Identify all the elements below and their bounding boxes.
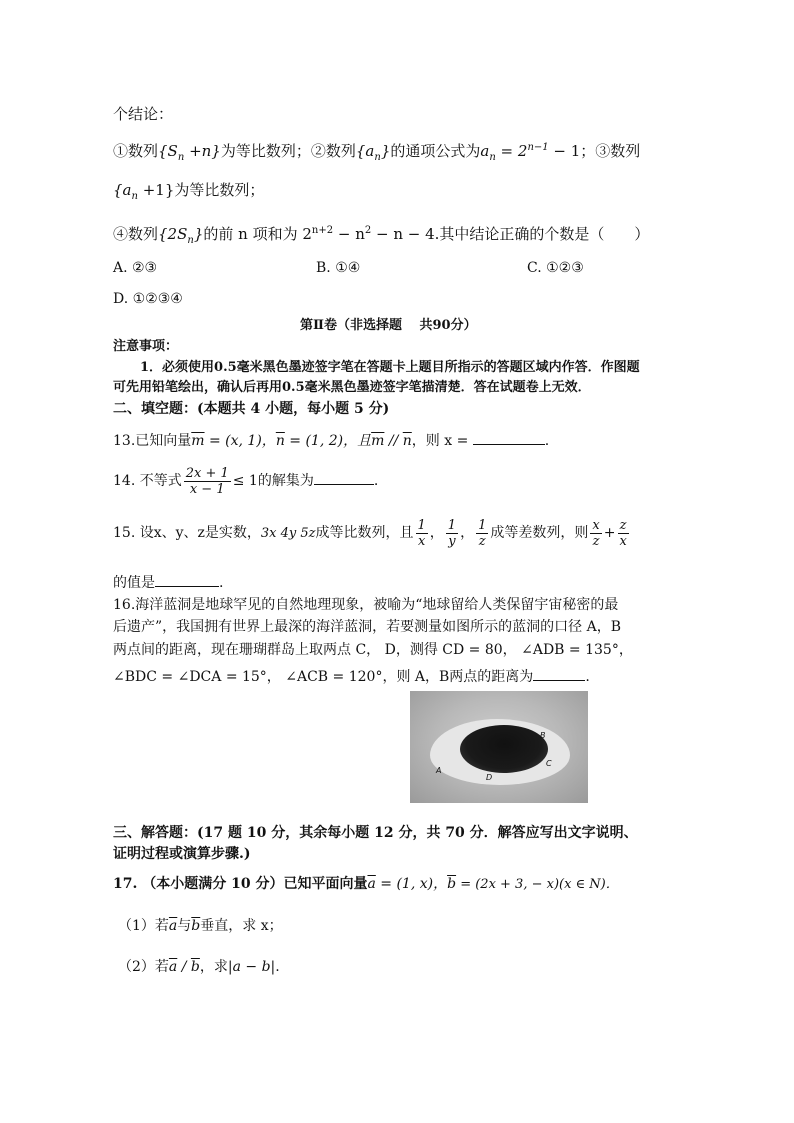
notice-title: 注意事项： — [113, 339, 179, 354]
q13-answer-blank[interactable] — [473, 428, 545, 445]
point-b-label: B — [540, 731, 546, 740]
q17-part-1-vec-a: $\overline{a}$ — [168, 918, 178, 934]
question-15-cont — [113, 570, 223, 593]
point-d-label: D — [486, 773, 493, 782]
q17-part-2-magnitude: |a − b| — [227, 959, 276, 975]
vector-a: $\overline{a}$ — [367, 876, 376, 892]
q14-fraction: $\frac{2x + 1}{x - 1}$ — [185, 465, 229, 497]
q17-part-1-label: （1）若 — [118, 918, 169, 934]
q15-frac-1y: $\frac{1}{y}$ — [447, 517, 457, 549]
conclusion-4-label: ④数列 — [113, 225, 159, 243]
q17-part-1-ask: 垂直，求 x； — [200, 918, 283, 934]
conclusion-1-mid: 为等比数列；②数列 — [220, 142, 356, 160]
set-an: $\{a_n\}$ — [355, 142, 391, 163]
question-14 — [113, 462, 378, 500]
q16-line-4-text: ∠BDC = ∠DCA = 15°， ∠ACB = 120°，则 A，B两点的距离为 — [113, 669, 534, 685]
q14-end: . — [373, 473, 379, 489]
conclusion-line-3 — [113, 221, 649, 251]
q15-frac-1z: $\frac{1}{z}$ — [478, 517, 487, 549]
q16-line-2: 后遗产”，我国拥有世界上最深的海洋蓝洞，若要测量如图所示的蓝洞的口径 A，B — [113, 619, 622, 635]
conclusion-4-mid: 的前 n 项和为 2 — [203, 225, 312, 243]
q13-end: . — [544, 433, 550, 449]
q16-answer-blank[interactable] — [533, 664, 585, 681]
q17-part-2-vec-a: $\overline{a}$ — [168, 959, 178, 975]
option-b[interactable]: B. ①④ — [316, 260, 361, 276]
q17-part-2-label: （2）若 — [118, 959, 169, 975]
q15-ask: 成等差数列，则 — [490, 525, 589, 541]
solve-section-title-1: 三、解答题：(17 题 10 分，其余每小题 12 分，共 70 分．解答应写出文字说明、 — [113, 825, 638, 841]
q17-part-2-end: . — [275, 959, 280, 975]
conclusion-3-tail: +1}为等比数列； — [137, 181, 265, 199]
set-an-plus-1: {$a_n$ — [113, 181, 138, 202]
question-17 — [113, 874, 619, 895]
formula-an: $a_n = 2^{n-1}$ — [480, 142, 549, 163]
conclusion-line-1 — [113, 138, 640, 168]
section-2-title: 第Ⅱ卷（非选择题 共90分） — [300, 318, 477, 333]
q17-a-value: = (1, x)， — [375, 876, 448, 892]
intro-text: 个结论： — [113, 105, 174, 123]
q17-part-1-vec-b: $\overline{b}$ — [191, 918, 201, 934]
q13-ask: ，则 x = — [411, 433, 473, 449]
q15-end: . — [219, 575, 224, 591]
q13-text: 13.已知向量 — [113, 433, 192, 449]
set-2sn: $\{2S_n\}$ — [158, 225, 204, 246]
parallel-condition: $\overline{m} // \overline{n}$ — [371, 433, 412, 449]
exp-2: 2 — [364, 225, 372, 236]
conclusion-3-head: − 1；③数列 — [548, 142, 641, 160]
q15-value-text: 的值是 — [113, 575, 155, 591]
q13-n-value: = (1, 2)，且 — [284, 433, 372, 449]
conclusion-4-tail: − n — [333, 225, 365, 243]
q17-part-2-ask: ，求 — [199, 959, 228, 975]
fill-section-title: 二、填空题：(本题共 4 小题，每小题 5 分) — [113, 401, 390, 417]
conclusion-2-mid: 的通项公式为 — [390, 142, 481, 160]
blue-hole — [460, 725, 548, 773]
point-c-label: C — [546, 759, 552, 768]
q15-plus: + — [603, 525, 616, 541]
q14-text: 14. 不等式 — [113, 473, 182, 489]
q17-part-2 — [118, 957, 280, 977]
q14-condition: ≤ 1的解集为 — [232, 473, 314, 489]
set-sn-n: $\{S_n +n\}$ — [158, 142, 221, 163]
conclusion-4-question: − n − 4.其中结论正确的个数是（ ） — [371, 225, 650, 243]
q15-frac-1x: $\frac{1}{x}$ — [417, 517, 426, 549]
q16-line-3: 两点间的距离，现在珊瑚群岛上取两点 C， D，测得 CD = 80， ∠ADB = 135°， — [113, 642, 633, 658]
conclusion-line-2 — [113, 180, 264, 207]
blue-hole-photo — [410, 691, 588, 803]
q14-answer-blank[interactable] — [314, 468, 374, 485]
option-a[interactable]: A. ②③ — [113, 260, 158, 276]
conclusion-1-label: ①数列 — [113, 142, 159, 160]
solve-section-title-2: 证明过程或演算步骤.) — [113, 846, 251, 862]
q16-line-4 — [113, 664, 590, 687]
q17-part-1-and: 与 — [177, 918, 192, 934]
q17-part-2-parallel: / — [177, 959, 191, 975]
question-13 — [113, 428, 549, 451]
q17-part-2-vec-b: $\overline{b}$ — [190, 959, 200, 975]
notice-line-2: 可先用铅笔绘出，确认后再用0.5毫米黑色墨迹签字笔描清楚．答在试题卷上无效． — [113, 380, 591, 395]
vector-b: $\overline{b}$ — [447, 876, 457, 892]
intro-line — [113, 104, 173, 124]
vector-n: $\overline{n}$ — [275, 433, 285, 449]
q17-part-1 — [118, 916, 283, 936]
q13-m-value: = (x, 1)， — [204, 433, 276, 449]
q15-frac-zx: $\frac{z}{x}$ — [619, 517, 627, 549]
exp-n-plus-2: n+2 — [311, 225, 334, 236]
point-a-label: A — [436, 766, 442, 775]
notice-line-1: 1．必须使用0.5毫米黑色墨迹签字笔在答题卡上题目所指示的答题区域内作答．作图题 — [140, 360, 640, 375]
option-d[interactable]: D. ①②③④ — [113, 291, 183, 307]
question-15: 15. 设x、y、z是实数，3x 4y 5z成等比数列，且 $\frac{1}{x}$ ， $\frac{1}{y}$ ， $\frac{1}{z}$ 成等差数列，则 $\frac{x}{z}$ + $\frac{z}{x}$ — [113, 517, 627, 549]
q15-answer-blank[interactable] — [155, 570, 219, 587]
q15-frac-xz: $\frac{x}{z}$ — [592, 517, 600, 549]
q15-sequence: 3x 4y 5z — [260, 526, 316, 541]
q17-text: 17. （本小题满分 10 分）已知平面向量 — [113, 876, 368, 892]
vector-m: $\overline{m}$ — [191, 433, 205, 449]
q15-mid: 成等比数列，且 — [315, 525, 414, 541]
q15-text: 15. 设x、y、z是实数， — [113, 525, 261, 541]
q16-line-1: 16.海洋蓝洞是地球罕见的自然地理现象，被喻为“地球留给人类保留宇宙秘密的最 — [113, 597, 619, 613]
q16-end: . — [585, 669, 590, 685]
q17-b-value: = (2x + 3, − x)(x ∈ N)． — [456, 877, 619, 892]
option-c[interactable]: C. ①②③ — [527, 260, 584, 276]
